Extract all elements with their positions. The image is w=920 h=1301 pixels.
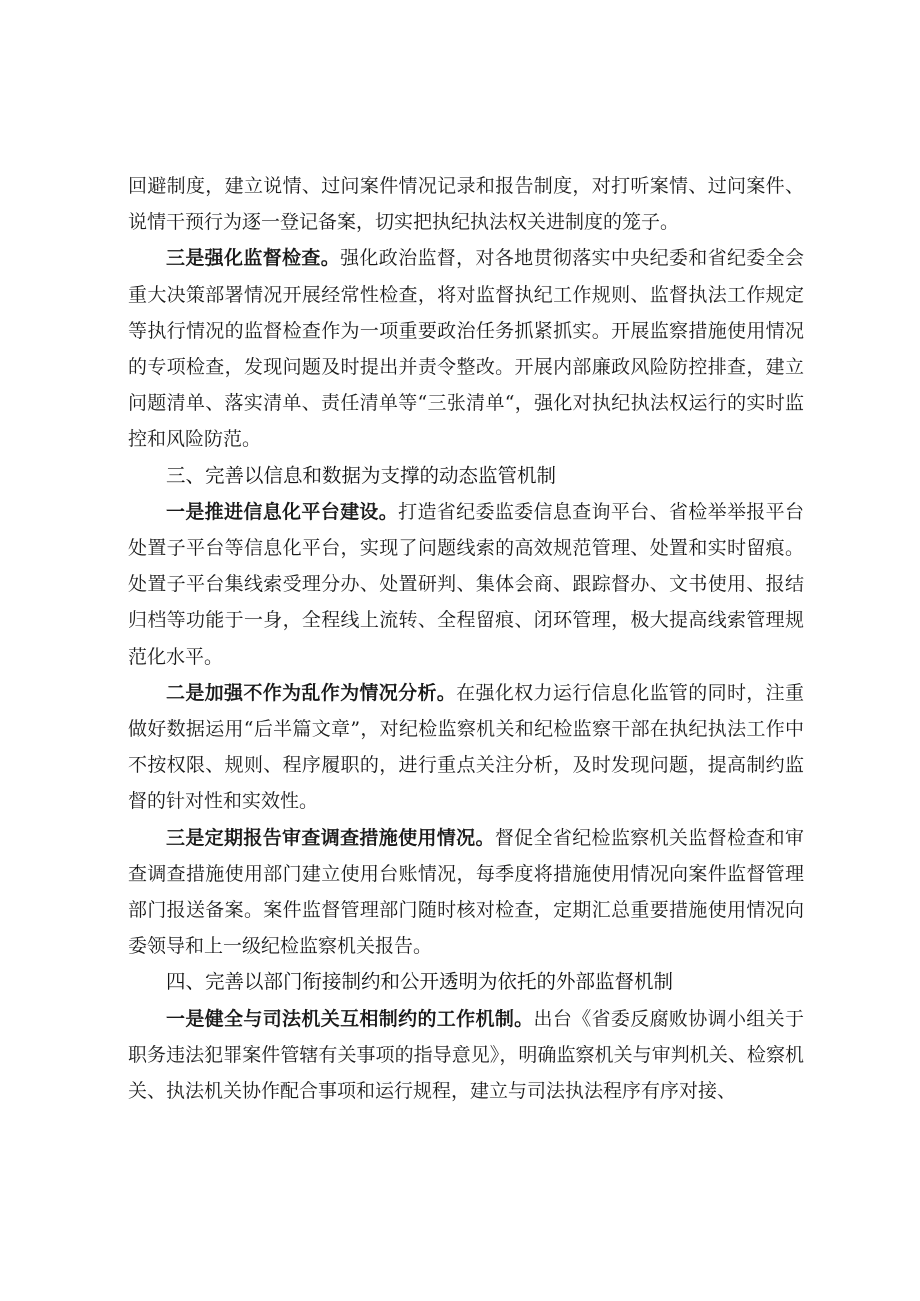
- paragraph-text: 回避制度，建立说情、过问案件情况记录和报告制度，对打听案情、过问案件、说情干预行为逐一登记备案，切实把执纪执法权关进制度的笼子。: [128, 175, 804, 234]
- document-body: [128, 168, 804, 1109]
- paragraph-lead: 一是推进信息化平台建设。: [166, 500, 399, 523]
- paragraph-lead: 一是健全与司法机关互相制约的工作机制。: [166, 1007, 534, 1030]
- paragraph-lead: 二是加强不作为乱作为情况分析。: [166, 681, 457, 704]
- paragraph-continuation: [128, 168, 804, 240]
- paragraph-judicial-mechanism: [128, 1001, 804, 1110]
- paragraph-lead: 三是强化监督检查。: [166, 247, 341, 270]
- paragraph-lead: 三是定期报告审查调查措施使用情况。: [166, 826, 495, 849]
- paragraph-text: 打造省纪委监委信息查询平台、省检举举报平台处置子平台等信息化平台，实现了问题线索的高效规范管理、处置和实时留痕。处置子平台集线索受理分办、处置研判、集体会商、跟踪督办、文书使用、报结归档等功能于一身，全程线上流转、全程留痕、闭环管理，极大提高线索管理规范化水平。: [128, 500, 804, 668]
- paragraph-measure-reporting: [128, 820, 804, 965]
- section-heading-4: 四、完善以部门衔接制约和公开透明为依托的外部监督机制: [166, 970, 674, 994]
- paragraph-supervision-inspection: [128, 240, 804, 457]
- section-heading-3: 三、完善以信息和数据为支撑的动态监管机制: [166, 463, 557, 487]
- paragraph-text: 督促全省纪检监察机关监督检查和审查调查措施使用部门建立使用台账情况，每季度将措施使用情况向案件监督管理部门报送备案。案件监督管理部门随时核对检查，定期汇总重要措施使用情况向委领导和上一级纪检监察机关报告。: [128, 826, 804, 958]
- paragraph-inaction-analysis: [128, 675, 804, 820]
- paragraph-text: 出台《省委反腐败协调小组关于职务违法犯罪案件管辖有关事项的指导意见》，明确监察机关与审判机关、检察机关、执法机关协作配合事项和运行规程，建立与司法执法程序有序对接、: [128, 1007, 804, 1103]
- paragraph-information-platform: [128, 494, 804, 675]
- paragraph-text: 在强化权力运行信息化监管的同时，注重做好数据运用“后半篇文章”，对纪检监察机关和纪检监察干部在执纪执法工作中不按权限、规则、程序履职的，进行重点关注分析，及时发现问题，提高制约监督的针对性和实效性。: [128, 681, 804, 813]
- paragraph-text: 强化政治监督，对各地贯彻落实中央纪委和省纪委全会重大决策部署情况开展经常性检查，将对监督执纪工作规则、监督执法工作规定等执行情况的监督检查作为一项重要政治任务抓紧抓实。开展监察措施使用情况的专项检查，发现问题及时提出并责令整改。开展内部廉政风险防控排查，建立问题清单、落实清单、责任清单等“三张清单“，强化对执纪执法权运行的实时监控和风险防范。: [128, 247, 804, 451]
